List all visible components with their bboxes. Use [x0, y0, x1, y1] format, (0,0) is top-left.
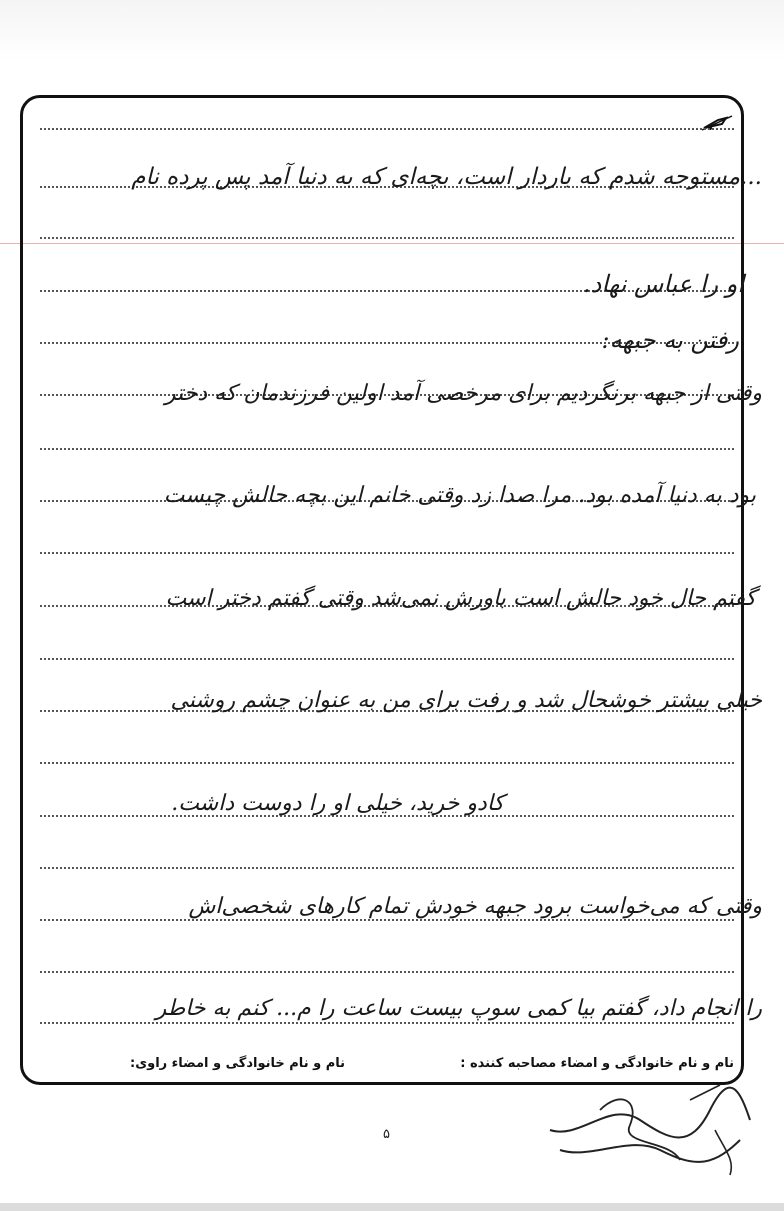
handwritten-signature: [540, 1080, 760, 1180]
ruled-line: [40, 552, 734, 554]
handwritten-line: رفتن به جبهه:: [601, 326, 739, 354]
ruled-line: [40, 128, 734, 130]
handwritten-line: وقتی که می‌خواست برود جبهه خودش تمام کارهای شخصی‌اش: [188, 894, 762, 919]
scan-top-edge: [0, 0, 784, 60]
ruled-line: [40, 237, 734, 239]
page-number: ۵: [383, 1127, 390, 1142]
handwritten-line: خیلی بیشتر خوشحال شد و رفت برای من به عنوان چشم روشنی: [170, 688, 762, 713]
handwritten-line: او را عباس نهاد.: [583, 270, 744, 298]
handwritten-line: گفتم حال خود حالش است باورش نمی‌شد وقتی گفتم دختر است: [165, 586, 756, 611]
ruled-line: [40, 867, 734, 869]
narrator-signature-label: نام و نام خانوادگی و امضاء راوی:: [130, 1056, 345, 1071]
ruled-line: [40, 971, 734, 973]
handwritten-line: ...مستوجه شدم که باردار است، بچه‌ای که به دنیا آمد پس پرده نام: [131, 164, 762, 190]
handwritten-line: وقتی از جبهه برنگردیم برای مرخصی آمد اولین فرزندمان که دختر: [164, 381, 762, 406]
ruled-line: [40, 1022, 734, 1024]
ruled-line: [40, 919, 734, 921]
handwritten-line: بود به دنیا آمده بود. مرا صدا زد وقتی خانم این بچه حالش چیست: [163, 483, 756, 508]
scan-bottom-edge: [0, 1203, 784, 1211]
ruled-line: [40, 448, 734, 450]
handwritten-line: کادو خرید، خیلی او را دوست داشت.: [171, 791, 504, 816]
pen-icon: [700, 114, 736, 134]
ruled-line: [40, 762, 734, 764]
interviewer-signature-label: نام و نام خانوادگی و امضاء مصاحبه کننده :: [460, 1056, 734, 1071]
handwritten-line: را انجام داد، گفتم بیا کمی سوپ بیست ساعت را م... کنم به خاطر: [155, 996, 762, 1021]
ruled-line: [40, 658, 734, 660]
